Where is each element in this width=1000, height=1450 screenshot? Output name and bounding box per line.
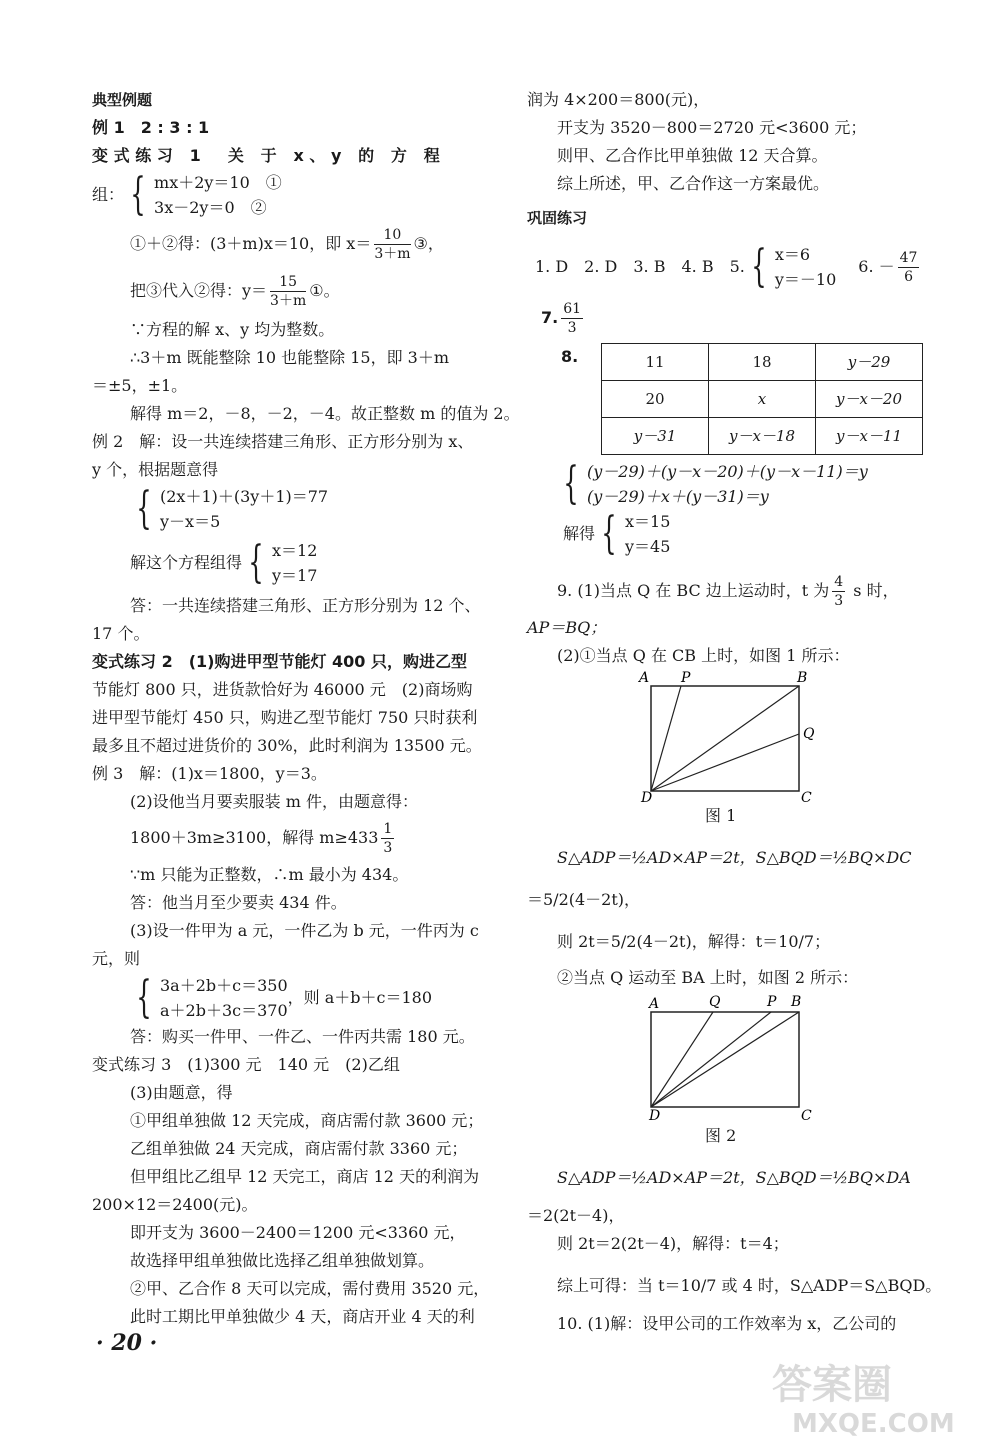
exercise-1-title: 变式练习 1 关 于 x、y 的 方 程 bbox=[92, 146, 446, 165]
exercise-3-l7: 即开支为 3600－2400＝1200 元<3360 元， bbox=[130, 1223, 466, 1242]
area-2b: ＝2(2t－4)， bbox=[527, 1206, 625, 1225]
exercise-3-l8: 故选择甲组单独做比选择乙组单独做划算。 bbox=[130, 1251, 435, 1270]
label-p: P bbox=[767, 994, 777, 1010]
label-c: C bbox=[801, 1108, 812, 1122]
label-q: Q bbox=[709, 994, 721, 1010]
exercise-3: 变式练习 3 (1)300 元 140 元 (2)乙组 bbox=[92, 1055, 400, 1074]
figure-2-caption: 图 2 bbox=[705, 1126, 737, 1145]
divisibility-values: ＝±5，±1。 bbox=[92, 376, 188, 395]
label-a: A bbox=[649, 996, 660, 1012]
exercise-3-l6: 200×12＝2400(元)。 bbox=[92, 1195, 258, 1214]
exercise-3-l9: ②甲、乙合作 8 天可以完成，需付费用 3520 元， bbox=[130, 1279, 490, 1298]
svg-text:MXQE.COM: MXQE.COM bbox=[792, 1409, 955, 1439]
exercise-3-l5: 但甲组比乙组早 12 天完工，商店 12 天的利润为 bbox=[130, 1167, 480, 1186]
exercise-2-l2: 节能灯 800 只，进货款恰好为 46000 元 (2)商场购 bbox=[92, 680, 473, 699]
example-3-part2: (2)设他当月要卖服装 m 件，由题意得： bbox=[130, 792, 419, 811]
answer-2: 答：一共连续搭建三角形、正方形分别为 12 个、 bbox=[130, 596, 481, 615]
cell: y－x－18 bbox=[709, 418, 816, 455]
section-title-examples: 典型例题 bbox=[92, 91, 153, 109]
cell: x bbox=[709, 381, 816, 418]
figure-2-diagram bbox=[637, 992, 857, 1122]
inequality: 1800＋3m≥3100，解得 m≥433 $\frac{1}{3}$ bbox=[130, 821, 393, 856]
cell: 11 bbox=[602, 344, 709, 381]
summary-line: 综上所述，甲、乙合作这一方案最优。 bbox=[557, 174, 830, 193]
page-number: · 20 · bbox=[96, 1330, 158, 1356]
example-3: 例 3 解：(1)x＝1800，y＝3。 bbox=[92, 764, 327, 783]
label-p: P bbox=[681, 670, 691, 686]
conclusion: 综上可得：当 t＝10/7 或 4 时，S△ADP＝S△BQD。 bbox=[557, 1276, 942, 1295]
area-1b: ＝5/2(4－2t)， bbox=[527, 890, 641, 909]
system-1-eq1: mx＋2y＝10 ① bbox=[154, 173, 282, 192]
label-c: C bbox=[801, 790, 812, 802]
area-2: S△ADP＝½AD×AP＝2t，S△BQD＝½BQ×DA bbox=[557, 1168, 911, 1187]
answer-3a: 答：他当月至少要卖 434 件。 bbox=[130, 893, 347, 912]
cell: y－x－20 bbox=[816, 381, 923, 418]
example-2-cont: y 个，根据题意得 bbox=[92, 460, 219, 479]
cooperate-line: 则甲、乙合作比甲单独做 12 天合算。 bbox=[557, 146, 828, 165]
system-8-solution: 解得 { x＝15 y＝45 bbox=[563, 508, 671, 559]
example-3-part3: (3)设一件甲为 a 元，一件乙为 b 元，一件丙为 c bbox=[130, 921, 479, 940]
section-title-practice: 巩固练习 bbox=[527, 209, 588, 227]
fraction-ans7: $\frac{61}{3}$ bbox=[563, 301, 582, 336]
watermark-logo bbox=[762, 1350, 992, 1440]
question-10: 10. (1)解：设甲公司的工作效率为 x，乙公司的 bbox=[557, 1314, 897, 1333]
answer-7: 7. $\frac{61}{3}$ bbox=[541, 301, 582, 336]
expense-line: 开支为 3520－800＝2720 元<3600 元； bbox=[557, 118, 867, 137]
right-column bbox=[527, 86, 942, 1338]
system-1: 组： { mx＋2y＝10 ① 3x－2y＝0 ② bbox=[92, 169, 282, 220]
label-d: D bbox=[641, 790, 653, 802]
integer-note: ∵方程的解 x、y 均为整数。 bbox=[130, 320, 335, 339]
figure-1 bbox=[637, 670, 857, 802]
fraction-one-third: $\frac{1}{3}$ bbox=[383, 821, 393, 856]
figure-2 bbox=[637, 992, 857, 1122]
profit-line: 润为 4×200＝800(元)， bbox=[527, 90, 710, 109]
exercise-3-l4: 乙组单独做 24 天完成，商店需付款 3360 元； bbox=[130, 1139, 468, 1158]
cell: y－31 bbox=[602, 418, 709, 455]
step-substitute: 把③代入②得：y＝ $\frac{15}{3+m}$ ①。 bbox=[130, 274, 340, 309]
system-2: { (2x＋1)＋(3y＋1)＝77 y－x＝5 bbox=[136, 483, 329, 534]
answers-row: 1. D 2. D 3. B 4. B 5. { x＝6 y＝－10 6. － $\frac{47}{6}$ bbox=[535, 241, 918, 292]
divisibility-note: ∴3＋m 既能整除 10 也能整除 15，即 3＋m bbox=[130, 348, 450, 367]
system-1-eq2: 3x－2y＝0 ② bbox=[154, 198, 267, 217]
q9-part1: 9. (1)当点 Q 在 BC 边上运动时，t 为 $\frac{4}{3}$ s 时， bbox=[557, 574, 899, 609]
example-3-part3-cont: 元，则 bbox=[92, 949, 141, 968]
min-m: ∵m 只能为正整数，∴m 最小为 434。 bbox=[130, 865, 409, 884]
label-b: B bbox=[797, 670, 808, 686]
cell: 20 bbox=[602, 381, 709, 418]
exercise-3-part3: (3)由题意，得 bbox=[130, 1083, 233, 1102]
answer-2-cont: 17 个。 bbox=[92, 624, 150, 643]
fraction-ans6: $\frac{47}{6}$ bbox=[899, 249, 918, 285]
fraction-x: $\frac{10}{3+m}$ bbox=[374, 227, 411, 262]
solution-m: 解得 m＝2，－8，－2，－4。故正整数 m 的值为 2。 bbox=[130, 404, 520, 423]
q9-part2: (2)①当点 Q 在 CB 上时，如图 1 所示： bbox=[557, 646, 850, 665]
cell: 18 bbox=[709, 344, 816, 381]
area-1: S△ADP＝½AD×AP＝2t，S△BQD＝½BQ×DC bbox=[557, 848, 912, 867]
figure-1-caption: 图 1 bbox=[705, 806, 737, 825]
label-a: A bbox=[639, 670, 650, 686]
cell: y－29 bbox=[816, 344, 923, 381]
system-3: 解这个方程组得 { x＝12 y＝17 bbox=[130, 537, 318, 588]
q9-part2b: ②当点 Q 运动至 BA 上时，如图 2 所示： bbox=[557, 968, 859, 987]
system-8: { (y－29)＋(y－x－20)＋(y－x－11)＝y (y－29)＋x＋(y－31)＝y bbox=[563, 458, 868, 509]
exercise-2-l3: 进甲型节能灯 450 只，购进乙型节能灯 750 只时获利 bbox=[92, 708, 478, 727]
example-1: 例 1 2 : 3 : 1 bbox=[92, 118, 210, 137]
label-q: Q bbox=[803, 726, 815, 742]
step-add: ①＋②得：(3＋m)x＝10，即 x＝ $\frac{10}{3+m}$ ③， bbox=[130, 227, 444, 262]
system-1-prefix: 组： bbox=[92, 185, 125, 204]
system-4: { 3a＋2b＋c＝350 a＋2b＋3c＝370 ，则 a＋b＋c＝180 bbox=[136, 972, 433, 1023]
cell: y－x－11 bbox=[816, 418, 923, 455]
label-d: D bbox=[649, 1108, 661, 1122]
exercise-3-l10: 此时工期比甲单独做少 4 天，商店开业 4 天的利 bbox=[130, 1307, 475, 1326]
fraction-y: $\frac{15}{3+m}$ bbox=[270, 274, 307, 309]
answer-3b: 答：购买一件甲、一件乙、一件丙共需 180 元。 bbox=[130, 1027, 475, 1046]
equation-1: 则 2t＝5/2(4－2t)，解得：t＝10/7； bbox=[557, 932, 831, 951]
fraction-q9: $\frac{4}{3}$ bbox=[834, 574, 844, 609]
exercise-3-l3: ①甲组单独做 12 天完成，商店需付款 3600 元； bbox=[130, 1111, 484, 1130]
figure-1-diagram bbox=[637, 670, 857, 802]
answer-8: 8. 11 18 y－29 20 x y－x－20 y－31 y－x－18 y－x－11 bbox=[527, 343, 937, 455]
svg-text:答案圈: 答案圈 bbox=[772, 1362, 892, 1408]
exercise-2-l4: 最多且不超过进货价的 30%，此时利润为 13500 元。 bbox=[92, 736, 482, 755]
magic-square-table bbox=[601, 343, 923, 455]
q9-ap-bq: AP＝BQ； bbox=[527, 618, 607, 637]
equation-2: 则 2t＝2(2t－4)，解得：t＝4； bbox=[557, 1234, 789, 1253]
label-b: B bbox=[791, 994, 802, 1010]
example-2: 例 2 解：设一共连续搭建三角形、正方形分别为 x、 bbox=[92, 432, 474, 451]
left-column bbox=[92, 86, 520, 1331]
exercise-2: 变式练习 2 (1)购进甲型节能灯 400 只，购进乙型 bbox=[92, 652, 468, 671]
